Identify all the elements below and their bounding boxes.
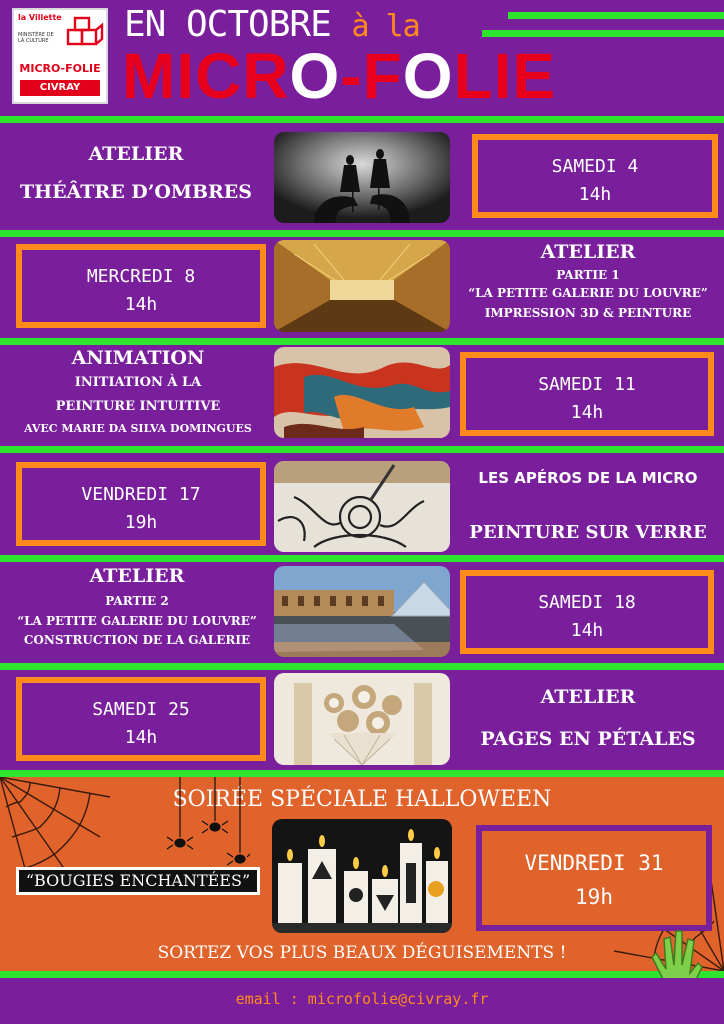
footer-email-link[interactable]: email : microfolie@civray.fr: [235, 990, 489, 1008]
halloween-date-box: [476, 825, 712, 931]
event-2-date-box: [16, 244, 266, 328]
logo-city: CIVRAY: [20, 80, 100, 96]
event-4-date: VENDREDI 17: [81, 484, 201, 505]
event-5-line: CONSTRUCTION DE LA GALERIE: [23, 633, 251, 647]
page-title: [122, 38, 556, 114]
halloween-time: 19h: [575, 885, 613, 909]
event-5-line: “LA PETITE GALERIE DU LOUVRE”: [17, 614, 257, 628]
divider: [0, 971, 724, 978]
divider: [0, 663, 724, 670]
event-6-date: SAMEDI 25: [92, 699, 190, 720]
event-5-date-box: [460, 570, 714, 654]
halloween-workshop-label: “BOUGIES ENCHANTÉES”: [16, 867, 260, 895]
event-5-line: ATELIER: [89, 565, 185, 587]
title-part-3: -F: [340, 40, 403, 112]
halloween-section: [0, 777, 724, 971]
event-3-line: ANIMATION: [71, 347, 205, 369]
divider: [0, 446, 724, 453]
event-6-time: 14h: [124, 727, 158, 748]
event-6-date-box: [16, 677, 266, 761]
event-5-line: PARTIE 2: [105, 594, 169, 608]
event-4-subtitle: PEINTURE SUR VERRE: [469, 522, 707, 543]
event-3-line: INITIATION À LA: [74, 375, 202, 390]
event-1-title: [0, 139, 272, 207]
logo-ministry: MINISTÈRE DE LA CULTURE: [18, 32, 54, 44]
event-5-time: 14h: [570, 620, 604, 641]
event-2-title: [452, 240, 724, 322]
logo-brand: la Villette: [18, 13, 62, 22]
event-6-line: ATELIER: [540, 686, 636, 708]
halloween-photo-candles: [272, 819, 452, 933]
event-3-photo-intuitive-painting: [274, 347, 450, 438]
event-2-time: 14h: [124, 294, 158, 315]
divider: [0, 555, 724, 562]
divider: [0, 116, 724, 123]
divider: [0, 338, 724, 345]
event-4-time: 19h: [124, 512, 158, 533]
header-a-la: à la: [351, 9, 420, 44]
title-part-1: MICR: [122, 40, 290, 112]
event-6-line: PAGES EN PÉTALES: [480, 728, 696, 750]
event-5-date: SAMEDI 18: [538, 592, 636, 613]
header-en-octobre: EN OCTOBRE: [124, 4, 331, 45]
event-1-photo-shadow-theatre: [274, 132, 450, 223]
event-2-line: PARTIE 1: [556, 268, 620, 282]
divider: [0, 230, 724, 237]
event-5-title: [0, 564, 274, 650]
event-4-date-box: [16, 462, 266, 546]
event-6-photo-book-petals: [274, 673, 450, 765]
event-3-time: 14h: [570, 402, 604, 423]
logo-name: MICRO-FOLIE: [19, 62, 101, 75]
event-3-line: AVEC MARIE DA SILVA DOMINGUES: [24, 422, 252, 435]
event-2-line: IMPRESSION 3D & PEINTURE: [484, 306, 692, 320]
event-4-title: [452, 466, 724, 490]
event-1-line: ATELIER: [88, 143, 184, 165]
event-3-line: PEINTURE INTUITIVE: [55, 399, 221, 414]
event-4-photo-glass-painting: [274, 461, 450, 552]
event-1-line: THÉÂTRE D’OMBRES: [19, 181, 253, 203]
event-1-date: SAMEDI 4: [551, 156, 639, 177]
header-green-line-2: [482, 30, 724, 37]
header-green-line-1: [508, 12, 724, 19]
halloween-title: SOIRÉE SPÉCIALE HALLOWEEN: [172, 787, 552, 812]
micro-folie-logo[interactable]: [12, 8, 108, 104]
title-part-2: O: [289, 40, 341, 112]
event-4-line: LES APÉROS DE LA MICRO: [478, 469, 698, 487]
event-3-date-box: [460, 352, 714, 436]
cube-logo-icon: [66, 16, 104, 54]
event-1-date-box: [472, 134, 718, 218]
header: [0, 0, 724, 118]
event-6-title: [452, 682, 724, 754]
event-1-time: 14h: [578, 184, 612, 205]
event-2-line: ATELIER: [540, 241, 636, 263]
event-2-date: MERCREDI 8: [86, 266, 196, 287]
halloween-tagline: SORTEZ VOS PLUS BEAUX DÉGUISEMENTS !: [157, 943, 567, 963]
event-3-title: [0, 346, 276, 440]
event-3-date: SAMEDI 11: [538, 374, 636, 395]
halloween-date: VENDREDI 31: [524, 851, 664, 875]
event-2-photo-louvre-gallery: [274, 240, 450, 332]
event-5-photo-louvre-pyramid: [274, 566, 450, 657]
title-part-4: O: [402, 40, 454, 112]
divider: [0, 770, 724, 777]
title-part-5: LIE: [453, 40, 557, 112]
event-2-line: “LA PETITE GALERIE DU LOUVRE”: [468, 286, 708, 300]
